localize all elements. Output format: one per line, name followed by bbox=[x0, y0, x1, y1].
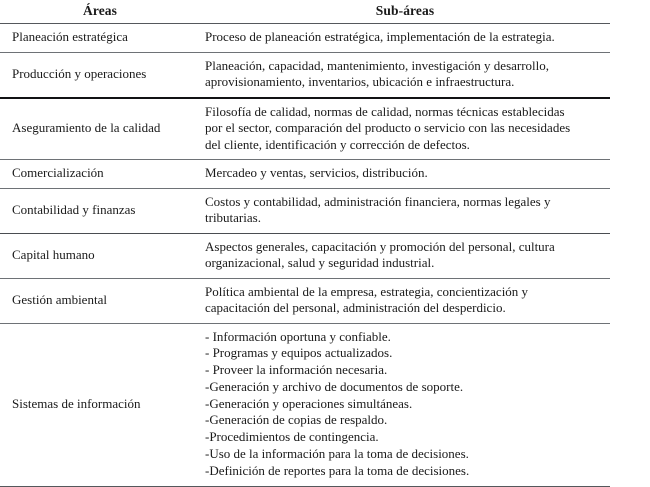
table-row bbox=[0, 278, 610, 323]
subarea-content bbox=[200, 98, 610, 160]
subarea-line: tributarias. bbox=[205, 210, 261, 225]
subarea-content bbox=[200, 24, 610, 53]
subarea-line: Costos y contabilidad, administración financiera, normas legales y bbox=[205, 193, 551, 209]
subarea-line: Aspectos generales, capacitación y promoción del personal, cultura bbox=[205, 238, 555, 254]
bullet-item: - Programas y equipos actualizados. bbox=[205, 345, 393, 361]
bullet-item: -Generación y archivo de documentos de soporte. bbox=[205, 378, 464, 394]
subarea-line: aprovisionamiento, inventarios, ubicación e infraestructura. bbox=[205, 74, 515, 89]
bullet-list bbox=[205, 329, 602, 480]
area-label: Producción y operaciones bbox=[12, 65, 147, 81]
bullet-item: -Definición de reportes para la toma de decisiones. bbox=[205, 462, 470, 478]
subarea-content bbox=[200, 188, 610, 233]
subarea-content bbox=[200, 233, 610, 278]
table-body bbox=[0, 24, 610, 487]
subarea-line: por el sector, comparación del producto o servicio con las necesidades bbox=[205, 120, 571, 135]
table-row bbox=[0, 323, 610, 486]
subarea-line: del cliente, identificación y corrección de defectos. bbox=[205, 136, 470, 152]
subarea-content bbox=[200, 278, 610, 323]
area-label: Contabilidad y finanzas bbox=[12, 201, 136, 217]
area-label: Sistemas de información bbox=[12, 395, 141, 411]
subarea-line: organizacional, salud y seguridad industrial. bbox=[205, 255, 435, 270]
table-header bbox=[0, 2, 610, 24]
area-label: Gestión ambiental bbox=[12, 291, 107, 307]
bullet-item: - Información oportuna y confiable. bbox=[205, 328, 391, 344]
area-label: Comercialización bbox=[12, 165, 104, 180]
column-header-areas: Áreas bbox=[83, 3, 117, 18]
bullet-item: - Proveer la información necesaria. bbox=[205, 362, 388, 378]
subarea-line: Mercadeo y ventas, servicios, distribución. bbox=[205, 165, 428, 180]
area-label: Aseguramiento de la calidad bbox=[12, 120, 161, 135]
bullet-item: -Generación de copias de respaldo. bbox=[205, 412, 388, 428]
areas-subareas-table bbox=[0, 2, 610, 487]
subarea-line: Política ambiental de la empresa, estrategia, concientización y bbox=[205, 283, 529, 299]
table-row bbox=[0, 24, 610, 53]
subarea-content bbox=[200, 52, 610, 98]
header-row bbox=[0, 2, 610, 24]
area-label: Planeación estratégica bbox=[12, 29, 128, 44]
subarea-line: capacitación del personal, administración del desperdicio. bbox=[205, 300, 506, 315]
subarea-content bbox=[200, 323, 610, 486]
subarea-line: Proceso de planeación estratégica, implementación de la estrategia. bbox=[205, 29, 555, 44]
bullet-item: -Procedimientos de contingencia. bbox=[205, 429, 379, 445]
bullet-item: -Generación y operaciones simultáneas. bbox=[205, 395, 413, 411]
column-header-subareas: Sub-áreas bbox=[375, 3, 435, 18]
table-row bbox=[0, 188, 610, 233]
bullet-item: -Uso de la información para la toma de decisiones. bbox=[205, 446, 469, 462]
table-row bbox=[0, 233, 610, 278]
subarea-content bbox=[200, 160, 610, 189]
table-row bbox=[0, 98, 610, 160]
subarea-line: Planeación, capacidad, mantenimiento, investigación y desarrollo, bbox=[205, 57, 550, 73]
table-row bbox=[0, 160, 610, 189]
area-label: Capital humano bbox=[12, 246, 95, 262]
subarea-line: Filosofía de calidad, normas de calidad, normas técnicas establecidas bbox=[205, 103, 565, 119]
table-row bbox=[0, 52, 610, 98]
